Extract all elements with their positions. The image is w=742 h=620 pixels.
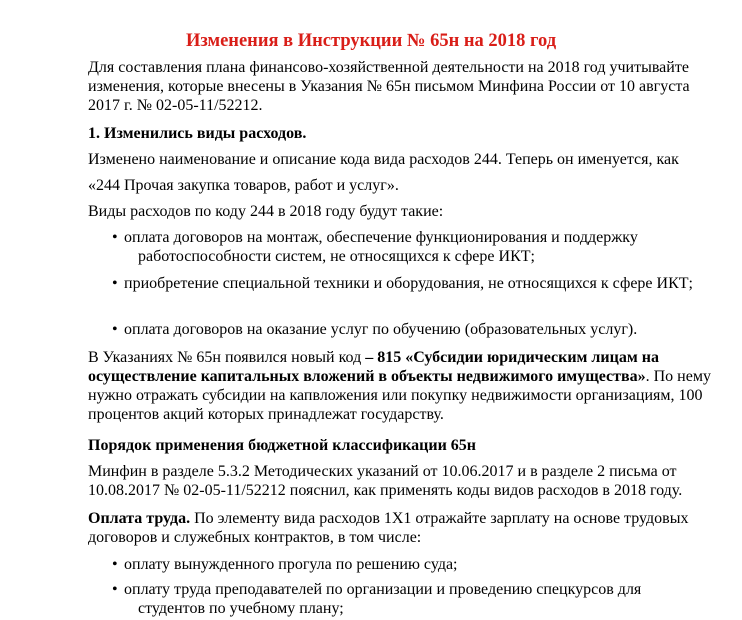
- list-item-text: оплату труда преподавателей по организации и проведению спецкурсов для студентов по учебному плану;: [124, 581, 642, 617]
- pay-text: По элементу вида расходов 1Х1 отражайте зарплату на основе трудовых договоров и служебных контрактов, в том числе:: [88, 510, 689, 546]
- section2-heading: Порядок применения бюджетной классификации 65н: [88, 437, 477, 454]
- list-item-text: оплата договоров на оказание услуг по обучению (образовательных услуг).: [124, 321, 638, 338]
- bullet-icon: •: [112, 275, 118, 292]
- section1-paragraph-2: «244 Прочая закупка товаров, работ и услуг».: [88, 177, 399, 194]
- list-item: [112, 555, 712, 574]
- list-item: [112, 580, 712, 618]
- list-item-text: приобретение специальной техники и оборудования, не относящихся к сфере ИКТ;: [124, 275, 693, 292]
- pay-paragraph: [88, 509, 718, 547]
- section2-paragraph-1: Минфин в разделе 5.3.2 Методических указаний от 10.06.2017 и в разделе 2 письма от 10.08.2017 № 02-05-11/52212 пояснил, как применять коды видов расходов в 2018 году.: [88, 463, 683, 499]
- intro-paragraph: Для составления плана финансово-хозяйственной деятельности на 2018 год учитывайте изменения, которые внесены в Указания № 65н письмом Минфина России от 10 августа 2017 г. № 02-05-11/52212.: [88, 59, 690, 114]
- new-code-bold: – 815 «Субсидии юридическим лицам на осуществление капитальных вложений в объекты недвижимого имущества»: [88, 349, 659, 385]
- list-item: [112, 228, 712, 266]
- new-code-prefix: В Указаниях № 65н появился новый код: [88, 349, 362, 366]
- bullet-icon: •: [112, 229, 118, 246]
- new-code-paragraph: [88, 348, 718, 424]
- bullet-icon: •: [112, 581, 118, 598]
- list-item: [112, 274, 712, 293]
- list-item-text: оплата договоров на монтаж, обеспечение функционирования и поддержку работоспособности систем, не относящихся к сфере ИКТ;: [124, 229, 638, 265]
- pay-label: Оплата труда.: [88, 510, 191, 527]
- section1-paragraph-1: Изменено наименование и описание кода вида расходов 244. Теперь он именуется, как: [88, 151, 679, 168]
- document-title: Изменения в Инструкции № 65н на 2018 год: [185, 31, 557, 51]
- list-item-text: оплату вынужденного прогула по решению суда;: [124, 556, 458, 573]
- section1-heading: 1. Изменились виды расходов.: [88, 125, 307, 142]
- list-item: [112, 320, 712, 339]
- bullet-icon: •: [112, 321, 118, 338]
- new-code-suffix: . По нему нужно отражать субсидии на капвложения или покупку недвижимости организациям, 100 процентов акций которых принадлежат государству.: [88, 368, 711, 423]
- bullet-icon: •: [112, 556, 118, 573]
- section1-paragraph-3: Виды расходов по коду 244 в 2018 году будут такие:: [88, 203, 444, 220]
